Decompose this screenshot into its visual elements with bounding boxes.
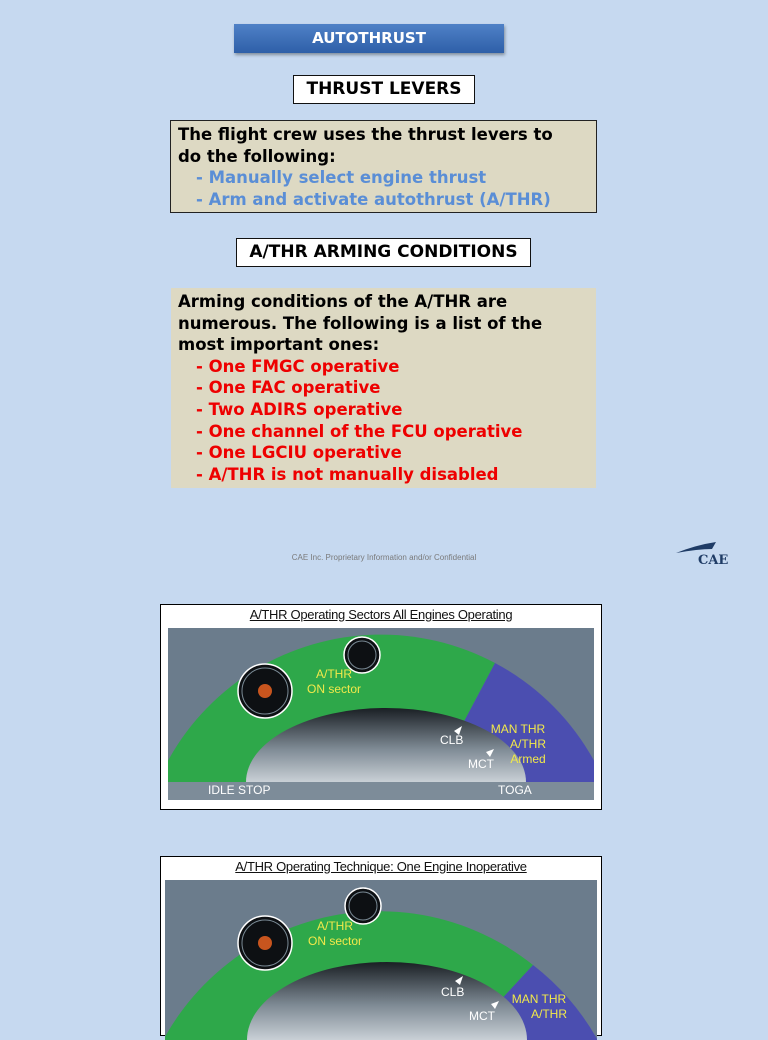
figure2-diagram bbox=[165, 880, 597, 1040]
arming-item: - One FAC operative bbox=[196, 378, 381, 398]
arming-item: - A/THR is not manually disabled bbox=[196, 464, 499, 484]
cae-logo bbox=[674, 540, 728, 570]
arming-conditions-heading: A/THR ARMING CONDITIONS bbox=[236, 238, 531, 267]
arming-item: - One FMGC operative bbox=[196, 356, 400, 376]
figure2-athr-label: A/THR bbox=[531, 1007, 567, 1021]
cae-logo-text: CAE bbox=[698, 553, 729, 568]
figure1-armed-label: Armed bbox=[510, 752, 546, 766]
thrust-levers-heading: THRUST LEVERS bbox=[293, 75, 475, 104]
figure1-clb-label: CLB bbox=[440, 733, 464, 747]
figure2-man-thr-label: MAN THR bbox=[511, 992, 567, 1006]
figure1-mct-label: MCT bbox=[468, 757, 494, 771]
figure2-title: A/THR Operating Technique: One Engine Inoperative bbox=[235, 859, 527, 874]
figure1-man-thr-label: MAN THR bbox=[490, 722, 546, 736]
figure1-athr-label: A/THR bbox=[510, 737, 546, 751]
thrust-levers-box bbox=[170, 120, 597, 213]
figure-one-engine-inoperative bbox=[160, 856, 602, 1036]
figure-all-engines-operating bbox=[160, 604, 602, 810]
thrust-levers-item: - Manually select engine thrust bbox=[196, 168, 487, 188]
figure2-on-sector-label1: A/THR bbox=[317, 919, 353, 933]
arming-item: - Two ADIRS operative bbox=[196, 399, 403, 419]
thrust-levers-item: - Arm and activate autothrust (A/THR) bbox=[196, 189, 551, 209]
thrust-levers-intro-line2: do the following: bbox=[178, 146, 336, 166]
figure1-idle-stop-label: IDLE STOP bbox=[208, 783, 271, 797]
figure1-toga-label: TOGA bbox=[498, 783, 532, 797]
figure2-on-sector-label2: ON sector bbox=[307, 934, 363, 948]
figure2-clb-label: CLB bbox=[441, 985, 465, 999]
figure2-sector-diagram bbox=[165, 880, 597, 1040]
thrust-levers-intro-line1: The flight crew uses the thrust levers to bbox=[178, 125, 553, 144]
confidentiality-footer: CAE Inc. Proprietary Information and/or Confidential bbox=[291, 553, 477, 562]
arming-intro-line1: Arming conditions of the A/THR are bbox=[178, 292, 508, 311]
figure1-diagram bbox=[168, 628, 594, 800]
arming-item: - One LGCIU operative bbox=[196, 443, 402, 463]
figure1-on-sector-label2: ON sector bbox=[306, 682, 362, 696]
autothrust-banner: AUTOTHRUST bbox=[234, 24, 504, 53]
figure1-on-sector-label1: A/THR bbox=[316, 667, 352, 681]
arming-intro-line3: most important ones: bbox=[178, 335, 380, 355]
arming-intro-line2: numerous. The following is a list of the bbox=[178, 313, 543, 333]
figure1-title: A/THR Operating Sectors All Engines Operating bbox=[249, 607, 513, 622]
arming-item: - One channel of the FCU operative bbox=[196, 421, 523, 441]
figure2-mct-label: MCT bbox=[469, 1009, 495, 1023]
figure1-sector-diagram bbox=[168, 628, 594, 800]
arming-conditions-box bbox=[171, 288, 596, 488]
